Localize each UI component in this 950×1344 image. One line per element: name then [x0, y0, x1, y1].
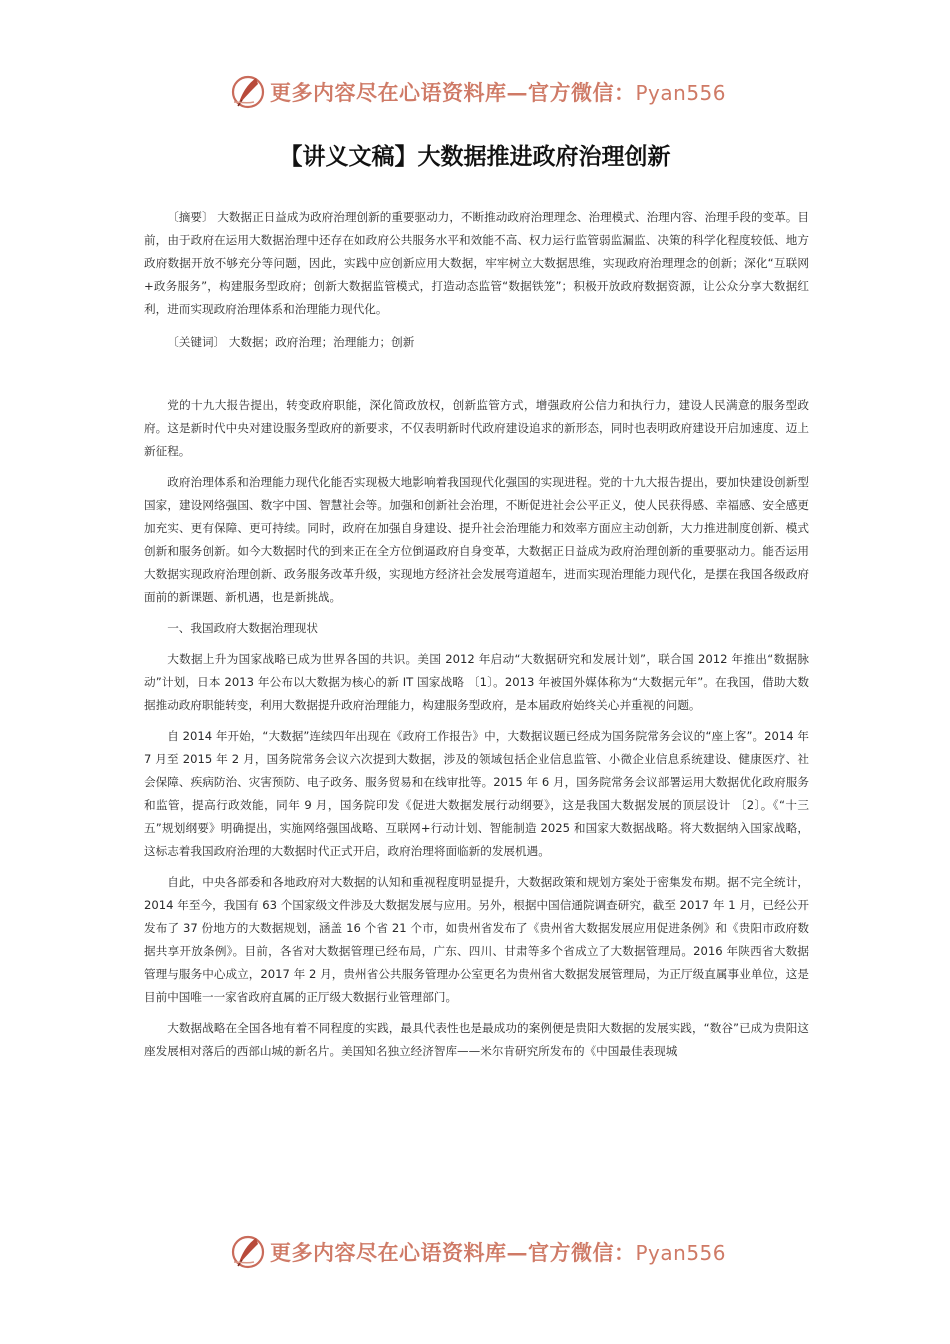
quill-pen-logo-icon: [228, 1232, 268, 1272]
page-title: 【讲义文稿】大数据推进政府治理创新: [279, 144, 671, 170]
quill-pen-logo-icon: [228, 72, 268, 112]
body-paragraph: 大数据上升为国家战略已成为世界各国的共识。美国 2012 年启动“大数据研究和发展计划”，联合国 2012 年推出“数据脉动”计划，日本 2013 年公布以大数据为核心的新 IT 国家战略 〔1〕。2013 年被国外媒体称为“大数据元年”。在我国，借助大数据推动政府职能转变，利用大数据提升政府治理能力，构建服务型政府，是本届政府始终关心并重视的问题。: [144, 652, 809, 712]
document-body: [144, 206, 809, 1071]
body-paragraph: 自此，中央各部委和各地政府对大数据的认知和重视程度明显提升，大数据政策和规划方案处于密集发布期。据不完全统计，2014 年至今，我国有 63 个国家级文件涉及大数据发展与应用。另外，根据中国信通院调查研究，截至 2017 年 1 月，已经公开发布了 37 份地方的大数据规划，涵盖 16 个省 21 个市，如贵州省发布了《贵州省大数据发展应用促进条例》和《贵阳市政府数据共享开放条例》。目前，各省对大数据管理已经布局，广东、四川、甘肃等多个省成立了大数据管理局。2016 年陕西省大数据管理与服务中心成立，2017 年 2 月，贵州省公共服务管理办公室更名为贵州省大数据发展管理局，为正厅级直属事业单位，这是目前中国唯一一家省政府直属的正厅级大数据行业管理部门。: [144, 875, 809, 1004]
body-paragraph: 党的十九大报告提出，转变政府职能，深化简政放权，创新监管方式，增强政府公信力和执行力，建设人民满意的服务型政府。这是新时代中央对建设服务型政府的新要求，不仅表明新时代政府建设追求的新形态，同时也表明政府建设开启加速度、迈上新征程。: [144, 398, 809, 458]
body-paragraph: 政府治理体系和治理能力现代化能否实现极大地影响着我国现代化强国的实现进程。党的十九大报告提出，要加快建设创新型国家，建设网络强国、数字中国、智慧社会等。加强和创新社会治理，不断促进社会公平正义，使人民获得感、幸福感、安全感更加充实、更有保障、更可持续。同时，政府在加强自身建设、提升社会治理能力和效率方面应主动创新，大力推进制度创新、模式创新和服务创新。如今大数据时代的到来正在全方位倒逼政府自身变革，大数据正日益成为政府治理创新的重要驱动力。能否运用大数据实现政府治理创新、政务服务改革升级，实现地方经济社会发展弯道超车，进而实现治理能力现代化，是摆在我国各级政府面前的新课题、新机遇，也是新挑战。: [144, 475, 809, 604]
body-paragraph: 自 2014 年开始，“大数据”连续四年出现在《政府工作报告》中，大数据议题已经成为国务院常务会议的“座上客”。2014 年 7 月至 2015 年 2 月，国务院常务会议六次提到大数据，涉及的领域包括企业信息监管、小微企业信息系统建设、健康医疗、社会保障、疾病防治、灾害预防、电子政务、服务贸易和在线审批等。2015 年 6 月，国务院常务会议部署运用大数据优化政府服务和监管，提高行政效能，同年 9 月，国务院印发《促进大数据发展行动纲要》，这是我国大数据发展的顶层设计 〔2〕。《“十三五”规划纲要》明确提出，实施网络强国战略、互联网+行动计划、智能制造 2025 和国家大数据战略。将大数据纳入国家战略，这标志着我国政府治理的大数据时代正式开启，政府治理将面临新的发展机遇。: [144, 729, 809, 858]
watermark-text: [270, 1237, 726, 1267]
header-watermark-banner: [228, 72, 728, 112]
wechat-account: Pyan556: [635, 81, 727, 105]
keywords-line: 〔关键词〕 大数据；政府治理；治理能力；创新: [167, 335, 415, 349]
wechat-account: Pyan556: [635, 1241, 727, 1265]
watermark-slogan: 更多内容尽在心语资料库—官方微信：: [270, 80, 636, 105]
body-paragraph: 大数据战略在全国各地有着不同程度的实践，最具代表性也是最成功的案例便是贵阳大数据的发展实践，“数谷”已成为贵阳这座发展相对落后的西部山城的新名片。美国知名独立经济智库——米尔肯研究所发布的《中国最佳表现城: [144, 1021, 809, 1058]
footer-watermark-banner: [228, 1232, 728, 1272]
section-heading: 一、我国政府大数据治理现状: [167, 621, 318, 635]
watermark-slogan: 更多内容尽在心语资料库—官方微信：: [270, 1240, 636, 1265]
abstract-paragraph: 〔摘要〕 大数据正日益成为政府治理创新的重要驱动力，不断推动政府治理理念、治理模式、治理内容、治理手段的变革。目前，由于政府在运用大数据治理中还存在如政府公共服务水平和效能不高、权力运行监管弱监漏监、决策的科学化程度较低、地方政府数据开放不够充分等问题，因此，实践中应创新应用大数据，牢牢树立大数据思维，实现政府治理理念的创新；深化“互联网+政务服务”，构建服务型政府；创新大数据监管模式，打造动态监管“数据铁笼”；积极开放政府数据资源，让公众分享大数据红利，进而实现政府治理体系和治理能力现代化。: [144, 210, 809, 316]
watermark-text: [270, 77, 726, 107]
